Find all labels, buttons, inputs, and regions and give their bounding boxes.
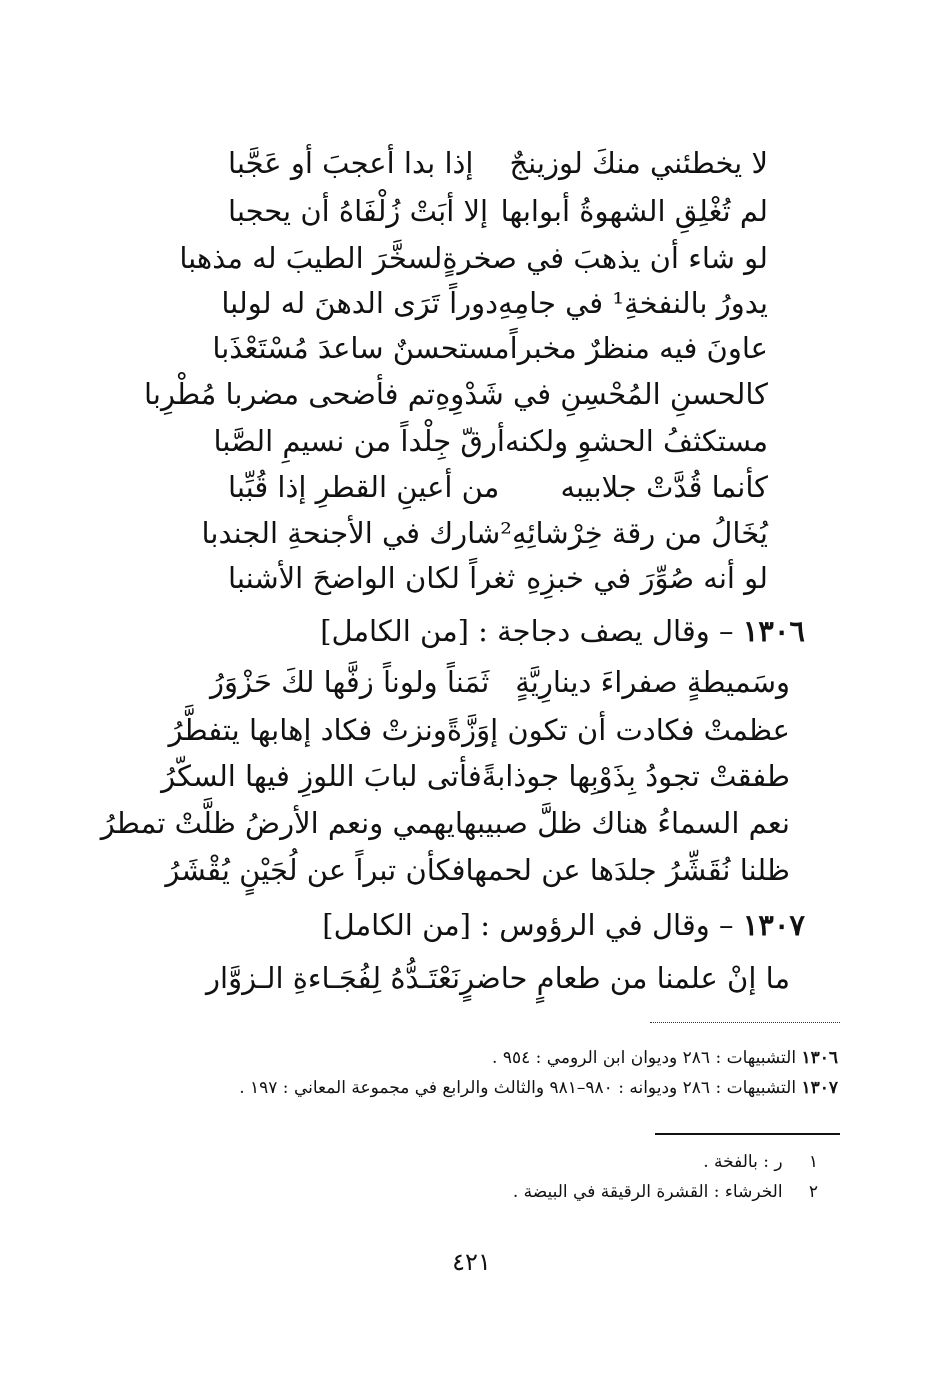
poem-heading	[322, 907, 805, 943]
poem-heading	[320, 613, 805, 649]
verse-first-hemistich: لم تُغْلِقِ الشهوةُ أبوابها	[500, 194, 768, 228]
footnote-number: ٢	[808, 1182, 818, 1202]
verse-first-hemistich: لو أنه صُوِّرَ في خبزِهِ	[526, 561, 768, 595]
verse-line	[161, 758, 790, 794]
verse-second-hemistich: فكأن تبراً عن لُجَيْنٍ يُقْشَرُ	[165, 853, 466, 887]
verse-line	[165, 852, 790, 888]
poem-heading-text: – وقال في الرؤوس : [من الكامل]	[322, 908, 734, 942]
verse-line	[228, 560, 768, 596]
verse-second-hemistich: ثغراً لكان الواضحَ الأشنبا	[228, 561, 516, 595]
verse-second-hemistich: لسخَّرَ الطيبَ له مذهبا	[179, 241, 443, 275]
page-number: ٤٢١	[452, 1248, 491, 1276]
verse-second-hemistich: شارك في الأجنحةِ الجندبا	[201, 516, 501, 550]
verse-second-hemistich: فأتى لبابَ اللوزِ فيها السكّرُ	[161, 759, 482, 793]
verse-first-hemistich: كأنما قُدَّتْ جلابيبه	[560, 470, 768, 504]
poem-number: ١٣٠٧	[742, 908, 805, 942]
verse-first-hemistich: لا يخطئني منكَ لوزينجٌ	[509, 146, 768, 180]
verse-second-hemistich: ثَمَناً ولوناً زفَّها لكَ حَزْوَرُ	[210, 665, 490, 699]
footnote-text: ر : بالفخة .	[703, 1152, 783, 1172]
verse-first-hemistich: يدورُ بالنفخةِ¹ في جامِهِ	[498, 286, 768, 320]
poem-heading-text: – وقال يصف دجاجة : [من الكامل]	[320, 614, 734, 648]
source-note	[492, 1046, 838, 1070]
source-note-text: التشبيهات : ٢٨٦ وديوانه : ٩٨٠–٩٨١ والثالث والرابع في مجموعة المعاني : ١٩٧ .	[239, 1078, 797, 1098]
verse-first-hemistich: ظلنا نُقَشِّرُ جلدَها عن لحمها	[465, 853, 790, 887]
verse-first-hemistich: طفقتْ تجودُ بِذَوْبِها جوذابةً	[481, 759, 790, 793]
footnote-number: ١	[808, 1152, 818, 1172]
verse-line	[213, 423, 768, 459]
verse-line	[201, 515, 768, 551]
verse-second-hemistich: من أعينِ القطرِ إذا قُبِّبا	[228, 470, 500, 504]
verse-first-hemistich: ما إنْ علمنا من طعامٍ حاضرٍ	[460, 961, 790, 995]
verse-second-hemistich: ونزتْ فكاد إهابها يتفطَّرُ	[168, 713, 447, 747]
source-note-number: ١٣٠٦	[801, 1048, 838, 1068]
verse-second-hemistich: إذا بدا أعجبَ أو عَجَّبا	[228, 146, 474, 180]
verse-line	[206, 960, 790, 996]
verse-second-hemistich: دوراً تَرَى الدهنَ له لولبا	[221, 286, 499, 320]
verse-first-hemistich: كالحسنِ المُحْسِنِ في شَدْوِهِ	[435, 377, 768, 411]
verse-first-hemistich: عاونَ فيه منظرٌ مخبراً	[509, 331, 768, 365]
source-note-text: التشبيهات : ٢٨٦ وديوان ابن الرومي : ٩٥٤ .	[492, 1048, 797, 1068]
verse-line	[168, 712, 790, 748]
dotted-separator	[650, 1022, 840, 1023]
verse-first-hemistich: عظمتْ فكادت أن تكون إوَزَّةً	[446, 713, 790, 747]
verse-second-hemistich: أرقّ جِلْداً من نسيمِ الصَّبا	[213, 424, 505, 458]
verse-first-hemistich: وسَميطةٍ صفراءَ دينارِيَّةٍ	[515, 665, 790, 699]
verse-second-hemistich: مستحسنٌ ساعدَ مُسْتَعْذَبا	[212, 331, 510, 365]
verse-line	[100, 805, 790, 841]
verse-line	[212, 330, 768, 366]
verse-line	[179, 240, 768, 276]
verse-second-hemistich: تم فأضحى مضربا مُطْرِبا	[144, 377, 436, 411]
source-note-number: ١٣٠٧	[801, 1078, 838, 1098]
footnote	[513, 1180, 818, 1204]
poem-number: ١٣٠٦	[742, 614, 805, 648]
verse-first-hemistich: مستكثفُ الحشوِ ولكنه	[505, 424, 768, 458]
verse-second-hemistich: نَعْتَـدُّهُ لِفُجَـاءةِ الـزوَّار	[206, 961, 461, 995]
footnote-separator	[655, 1133, 840, 1135]
source-note	[239, 1076, 838, 1100]
verse-second-hemistich: إلا أبَتْ زُلْفَاهُ أن يحجبا	[228, 194, 489, 228]
verse-line	[144, 376, 768, 412]
verse-line	[221, 285, 768, 321]
verse-first-hemistich: لو شاء أن يذهبَ في صخرةٍ	[442, 241, 768, 275]
verse-line	[228, 145, 768, 181]
verse-first-hemistich: يُخَالُ من رقة خِرْشائِهِ²	[500, 516, 768, 550]
verse-line	[228, 469, 768, 505]
footnote	[703, 1150, 818, 1174]
footnote-text: الخرشاء : القشرة الرقيقة في البيضة .	[512, 1182, 783, 1202]
verse-second-hemistich: يهمي ونعم الأرضُ ظلَّتْ تمطرُ	[100, 806, 455, 840]
verse-line	[228, 193, 768, 229]
verse-line	[210, 664, 790, 700]
verse-first-hemistich: نعم السماءُ هناك ظلَّ صبيبها	[454, 806, 790, 840]
